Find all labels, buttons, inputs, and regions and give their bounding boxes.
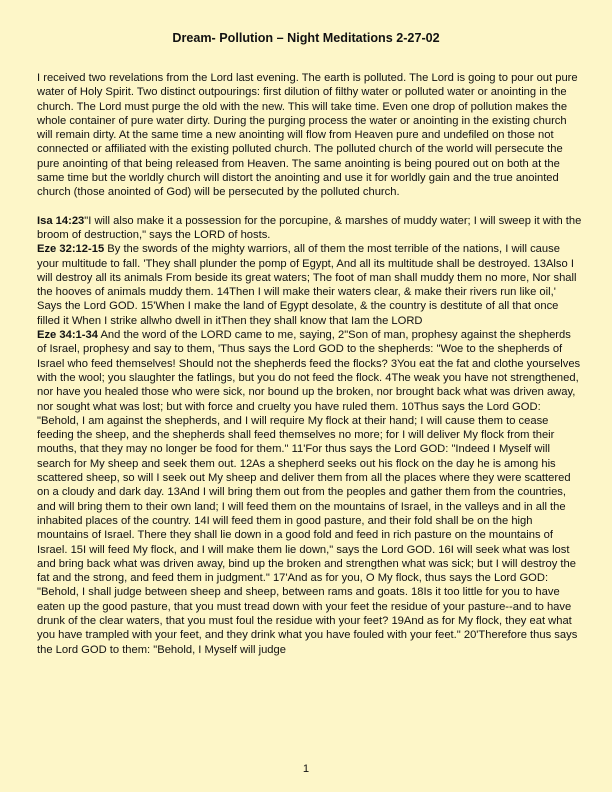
verse-reference: Eze 34:1-34 <box>37 329 98 342</box>
verse-text: "I will also make it a possession for the porcupine, & marshes of muddy water; I will sweep it with the broom of destruction," says the LORD of hosts. <box>37 214 582 241</box>
verse-reference: Eze 32:12-15 <box>37 243 105 256</box>
verse-text: By the swords of the mighty warriors, all of them the most terrible of the nations, I will cause your multitude to fall. 'They shall plunder the pomp of Egypt, And all its multitude shall be destroyed. 13Also I will destroy all its animals From beside its great waters; The foot of man shall muddy them no more, Nor shall the hooves of animals muddy them. 14Then I will make their waters clear, & make their rivers run like oil,' Says the Lord GOD. 15'When I make the land of Egypt desolate, & the country is destitute of all that once filled it When I strike allwho dwell in itThen they shall know that Iam the LORD <box>37 243 577 327</box>
verse-reference: Isa 14:23 <box>37 214 85 227</box>
verse-paragraph <box>37 242 582 328</box>
intro-paragraph: I received two revelations from the Lord last evening. The earth is polluted. The Lord is going to pour out pure water of Holy Spirit. Two distinct outpourings: first dilution of filthy water or polluted water or anointing in the church. The Lord must purge the old with the new. This will take time. Even one drop of pollution makes the whole container of pure water dirty. During the purging process the water or anointing in the existing church will remain dirty. At the same time a new anointing will flow from Heaven pure and undefiled on those not connected or affiliated with the existing polluted church. The polluted church of the world will persecute the pure anointing of that being released from Heaven. The same anointing is being poured out on both at the same time but the worldly church will distort the anointing and use it for worldly gain and the true anointed church (those anointed of God) will be persecuted by the polluted church. <box>37 72 578 199</box>
page-number: 1 <box>302 763 310 775</box>
verse-paragraph <box>37 328 582 657</box>
page-title: Dream- Pollution – Night Meditations 2-27-02 <box>172 31 440 45</box>
verse-text: And the word of the LORD came to me, saying, 2"Son of man, prophesy against the shepherds of Israel, prophesy and say to them, 'Thus says the Lord GOD to the shepherds: "Woe to the shepherds of Israel who feed themselves! Should not the shepherds feed the flocks? 3You eat the fat and clothe yourselves with the wool; you slaughter the fatlings, but you do not feed the flock. 4The weak you have not strengthened, nor have you healed those who were sick, nor bound up the broken, nor brought back what was driven away, nor sought what was lost; but with force and cruelty you have ruled them. 10Thus says the Lord GOD: "Behold, I am against the shepherds, and I will require My flock at their hand; I will cause them to cease feeding the sheep, and the shepherds shall feed themselves no more; for I will deliver My flock from their mouths, that they may no longer be food for them." 11'For thus says the Lord GOD: "Indeed I Myself will search for My sheep and seek them out. 12As a shepherd seeks out his flock on the day he is among his scattered sheep, so will I seek out My sheep and deliver them from all the places where they were scattered on a cloudy and dark day. 13And I will bring them out from the peoples and gather them from the countries, and will bring them to their own land; I will feed them on the mountains of Israel, in the valleys and in all the inhabited places of the country. 14I will feed them in good pasture, and their fold shall be on the high mountains of Israel. There they shall lie down in a good fold and feed in rich pasture on the mountains of Israel. 15I will feed My flock, and I will make them lie down," says the Lord GOD. 16I will seek what was lost and bring back what was driven away, bind up the broken and strengthen what was sick; but I will destroy the fat and the strong, and feed them in judgment." 17'And as for you, O My flock, thus says the Lord GOD: "Behold, I shall judge between sheep and sheep, between rams and goats. 18Is it too little for you to have eaten up the good pasture, that you must tread down with your feet the residue of your pasture--and to have drunk of the clear waters, that you must foul the residue with your feet? 19And as for My flock, they eat what you have trampled with your feet, and they drink what you have fouled with your feet." 20'Therefore thus says the Lord GOD to them: "Behold, I Myself will judge <box>37 329 581 656</box>
verse-paragraph <box>37 214 582 243</box>
document-body <box>37 71 582 657</box>
